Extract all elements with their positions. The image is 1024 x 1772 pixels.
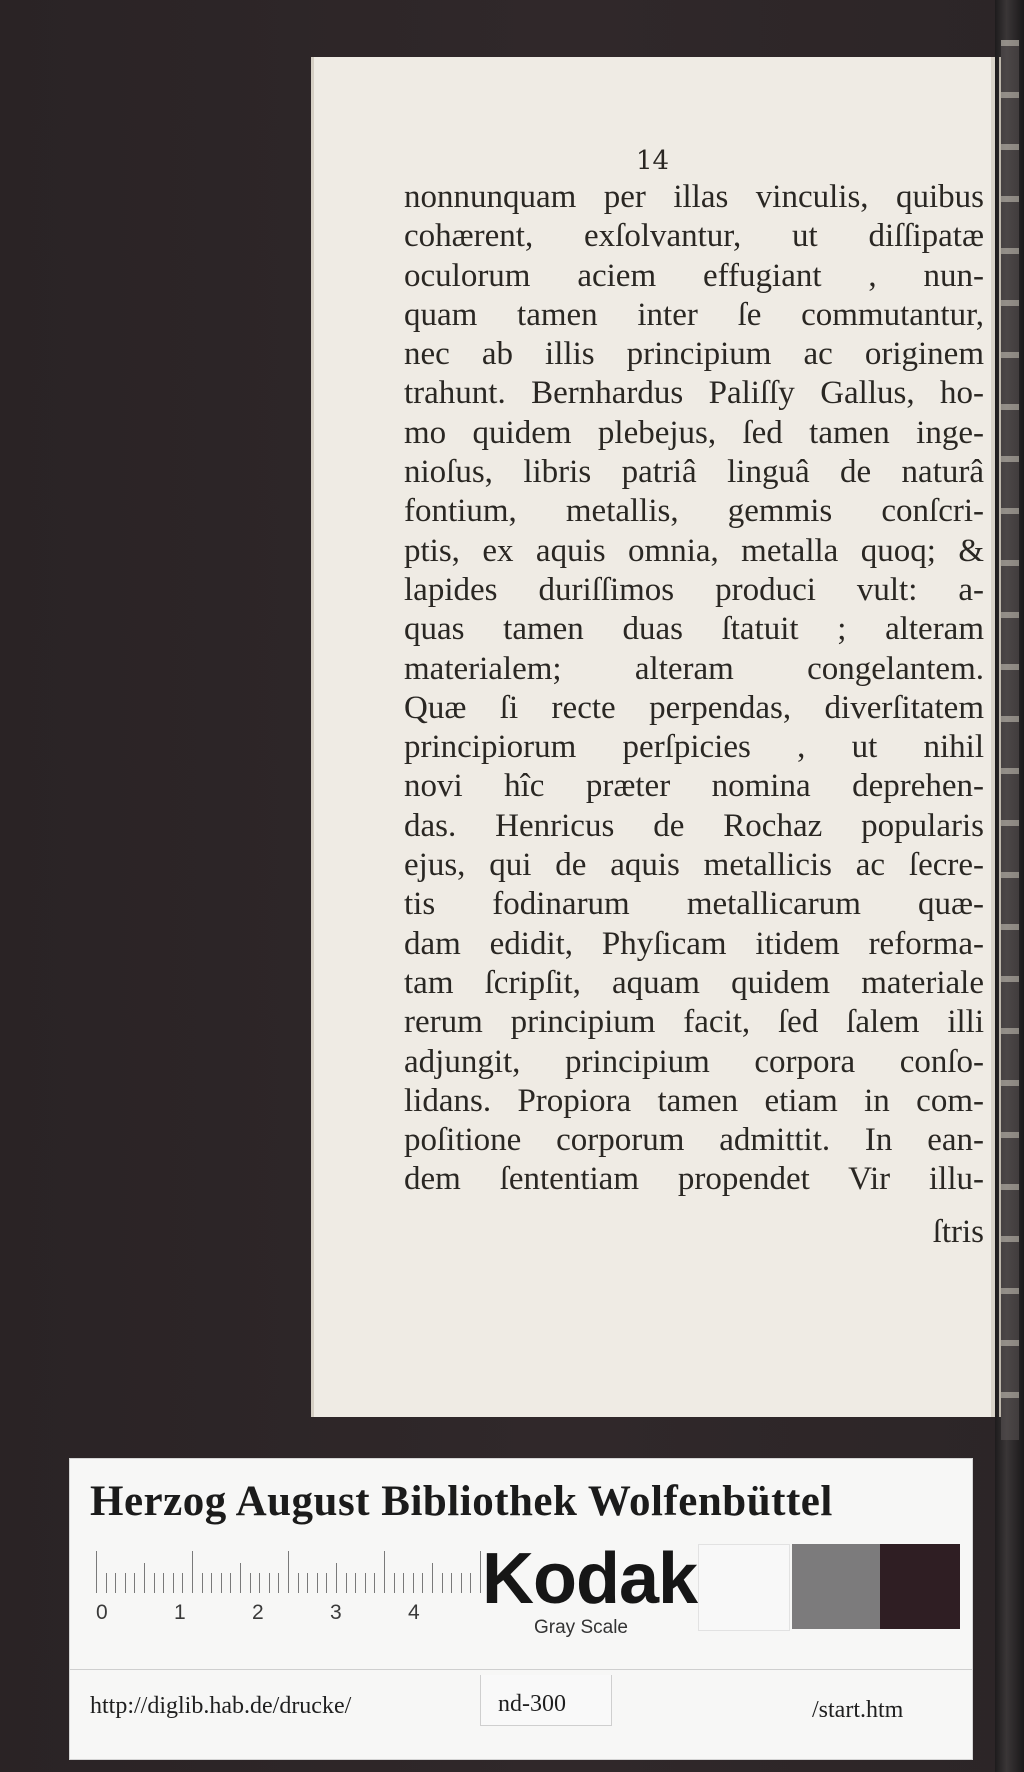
- text-line: fontium, metallis, gemmis conſcri-: [404, 493, 984, 530]
- text-line: Quæ ſi recte perpendas, diverſitatem: [404, 689, 984, 726]
- text-line: nonnunquam per illas vinculis, quibus: [404, 179, 984, 215]
- text-line: tis fodinarum metallicarum quæ-: [404, 886, 984, 923]
- ruler-tick: [96, 1551, 97, 1593]
- book-edge-pages: [1001, 40, 1019, 1440]
- url-prefix: http://diglib.hab.de/drucke/: [90, 1693, 352, 1719]
- text-line: cohærent, exſolvantur, ut diſſipatæ: [404, 218, 984, 255]
- ruler-tick: [259, 1573, 260, 1593]
- text-line: quam tamen inter ſe commutantur,: [404, 296, 984, 333]
- gray-scale-label: Gray Scale: [534, 1617, 628, 1638]
- text-line: poſitione corporum admittit. In ean-: [404, 1122, 984, 1159]
- ruler-tick: [365, 1573, 366, 1593]
- ruler-tick: [317, 1573, 318, 1593]
- url-suffix: /start.htm: [812, 1697, 904, 1723]
- text-line: ptis, ex aquis omnia, metalla quoq; &: [404, 532, 984, 569]
- ruler-tick: [336, 1563, 337, 1593]
- text-line: rerum principium facit, ſed ſalem illi: [404, 1004, 984, 1041]
- ruler-tick: [106, 1573, 107, 1593]
- document-id: nd-300: [498, 1691, 566, 1717]
- color-calibration-card: [69, 1458, 973, 1760]
- text-line: adjungit, principium corpora conſo-: [404, 1043, 984, 1080]
- ruler-tick: [307, 1573, 308, 1593]
- ruler-tick: [182, 1573, 183, 1593]
- text-line: quas tamen duas ſtatuit ; alteram: [404, 611, 984, 648]
- ruler-number: 1: [174, 1601, 186, 1624]
- text-line: novi hîc præter nomina deprehen-: [404, 768, 984, 805]
- ruler-tick: [163, 1573, 164, 1593]
- text-line: ejus, qui de aquis metallicis ac ſecre-: [404, 847, 984, 884]
- ruler-tick: [413, 1573, 414, 1593]
- white-swatch: [698, 1544, 790, 1631]
- ruler-tick: [470, 1573, 471, 1593]
- ruler-tick: [432, 1563, 433, 1593]
- ruler-tick: [480, 1551, 481, 1593]
- ruler-tick: [144, 1563, 145, 1593]
- text-line: das. Henricus de Rochaz popularis: [404, 807, 984, 844]
- page-gutter: [999, 57, 1001, 1417]
- page-number: 14: [636, 146, 670, 176]
- ruler-tick: [134, 1573, 135, 1593]
- kodak-logo: Kodak: [482, 1539, 698, 1619]
- ruler-tick: [326, 1573, 327, 1593]
- text-line: nec ab illis principium ac originem: [404, 336, 984, 373]
- ruler-tick: [346, 1573, 347, 1593]
- text-line: trahunt. Bernhardus Paliſſy Gallus, ho-: [404, 375, 984, 412]
- ruler-tick: [173, 1573, 174, 1593]
- text-line: tam ſcripſit, aquam quidem materiale: [404, 964, 984, 1001]
- ruler-tick: [288, 1551, 289, 1593]
- ruler-tick: [422, 1573, 423, 1593]
- text-line: lapides duriſſimos produci vult: a-: [404, 571, 984, 608]
- ruler-tick: [298, 1573, 299, 1593]
- ruler-tick: [461, 1573, 462, 1593]
- ruler-tick: [192, 1551, 193, 1593]
- ruler-tick: [384, 1551, 385, 1593]
- ruler-tick: [374, 1573, 375, 1593]
- ruler-tick: [154, 1573, 155, 1593]
- ruler-tick: [394, 1573, 395, 1593]
- ruler-tick: [250, 1573, 251, 1593]
- text-line: principiorum perſpicies , ut nihil: [404, 729, 984, 766]
- ruler-tick: [115, 1573, 116, 1593]
- text-line: materialem; alteram congelantem.: [404, 650, 984, 687]
- text-line: nioſus, libris patriâ linguâ de naturâ: [404, 454, 984, 491]
- text-line: dem ſententiam propendet Vir illu-: [404, 1161, 984, 1198]
- ruler-tick: [403, 1573, 404, 1593]
- ruler-number: 2: [252, 1601, 264, 1624]
- ruler-tick: [355, 1573, 356, 1593]
- ruler-number: 3: [330, 1601, 342, 1624]
- ruler-tick: [269, 1573, 270, 1593]
- ruler: [96, 1543, 536, 1593]
- ruler-number: 0: [96, 1601, 108, 1624]
- ruler-tick: [240, 1563, 241, 1593]
- ruler-tick: [451, 1573, 452, 1593]
- gray-swatch: [792, 1544, 880, 1629]
- ruler-tick: [202, 1573, 203, 1593]
- text-line: oculorum aciem effugiant , nun-: [404, 257, 984, 294]
- text-line: mo quidem plebejus, ſed tamen inge-: [404, 414, 984, 451]
- ruler-tick: [442, 1573, 443, 1593]
- text-line: lidans. Propiora tamen etiam in com-: [404, 1082, 984, 1119]
- ruler-number: 4: [408, 1601, 420, 1624]
- black-swatch: [880, 1544, 960, 1629]
- catchword: ſtris: [932, 1214, 984, 1250]
- ruler-tick: [230, 1573, 231, 1593]
- library-title: Herzog August Bibliothek Wolfenbüttel: [90, 1478, 833, 1525]
- ruler-tick: [278, 1573, 279, 1593]
- ruler-tick: [221, 1573, 222, 1593]
- ruler-tick: [211, 1573, 212, 1593]
- ruler-tick: [125, 1573, 126, 1593]
- text-line: dam edidit, Phyſicam itidem reforma-: [404, 925, 984, 962]
- page-text: [404, 178, 984, 1200]
